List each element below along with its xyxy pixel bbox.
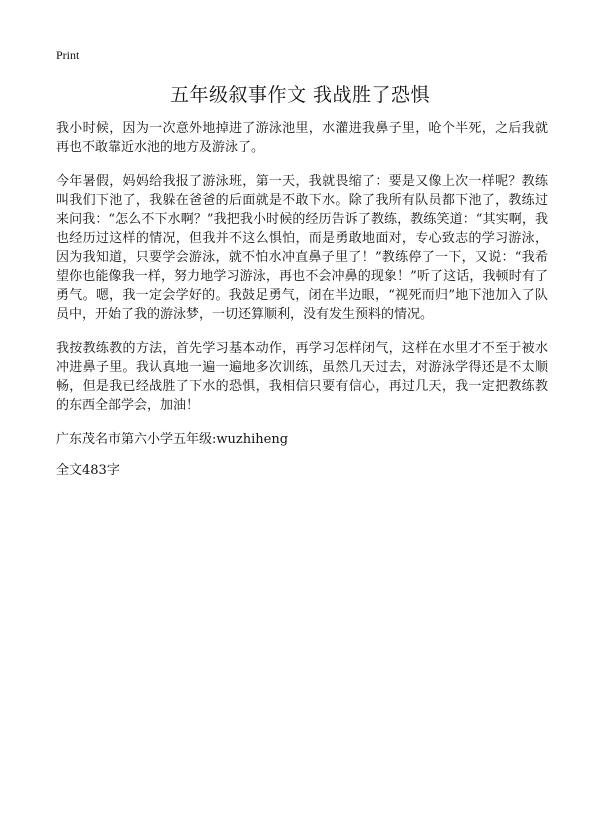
paragraph-3: 我按教练教的方法，首先学习基本动作，再学习怎样闭气，这样在水里才不至于被水冲进鼻子里。我认真地一遍一遍地多次训练，虽然几天过去，对游泳学得还是不太顺畅，但是我已经战胜了下水的恐惧，我相信只要有信心，再过几天，我一定把教练教的东西全部学会，加油！ <box>56 341 548 413</box>
author-line: 广东茂名市第六小学五年级:wuzhiheng <box>56 432 289 447</box>
article-title: 五年级叙事作文 我战胜了恐惧 <box>169 84 431 106</box>
word-count: 全文483字 <box>56 463 120 478</box>
paragraph-2: 今年暑假，妈妈给我报了游泳班，第一天，我就畏缩了：要是又像上次一样呢？教练叫我们下池了，我躲在爸爸的后面就是不敢下水。除了我所有队员都下池了，教练过来问我：“怎么不下水啊？”我把我小时候的经历告诉了教练，教练笑道：“其实啊，我也经历过这样的情况，但我并不这么惧怕，而是勇敢地面对，专心致志的学习游泳，因为我知道，只要学会游泳，就不怕水冲直鼻子里了！”教练停了一下，又说：“我希望你也能像我一样，努力地学习游泳，再也不会冲鼻的现象！”听了这话，我顿时有了勇气。嗯，我一定会学好的。我鼓足勇气，闭在半边眼，“视死而归”地下池加入了队员中，开始了我的游泳梦，一切还算顺利，没有发生预料的情况。 <box>56 174 548 322</box>
print-link[interactable]: Print <box>56 48 80 62</box>
article-body <box>56 119 548 492</box>
paragraph-1: 我小时候，因为一次意外地掉进了游泳池里，水灌进我鼻子里，呛个半死，之后我就再也不敢靠近水池的地方及游泳了。 <box>56 121 548 155</box>
